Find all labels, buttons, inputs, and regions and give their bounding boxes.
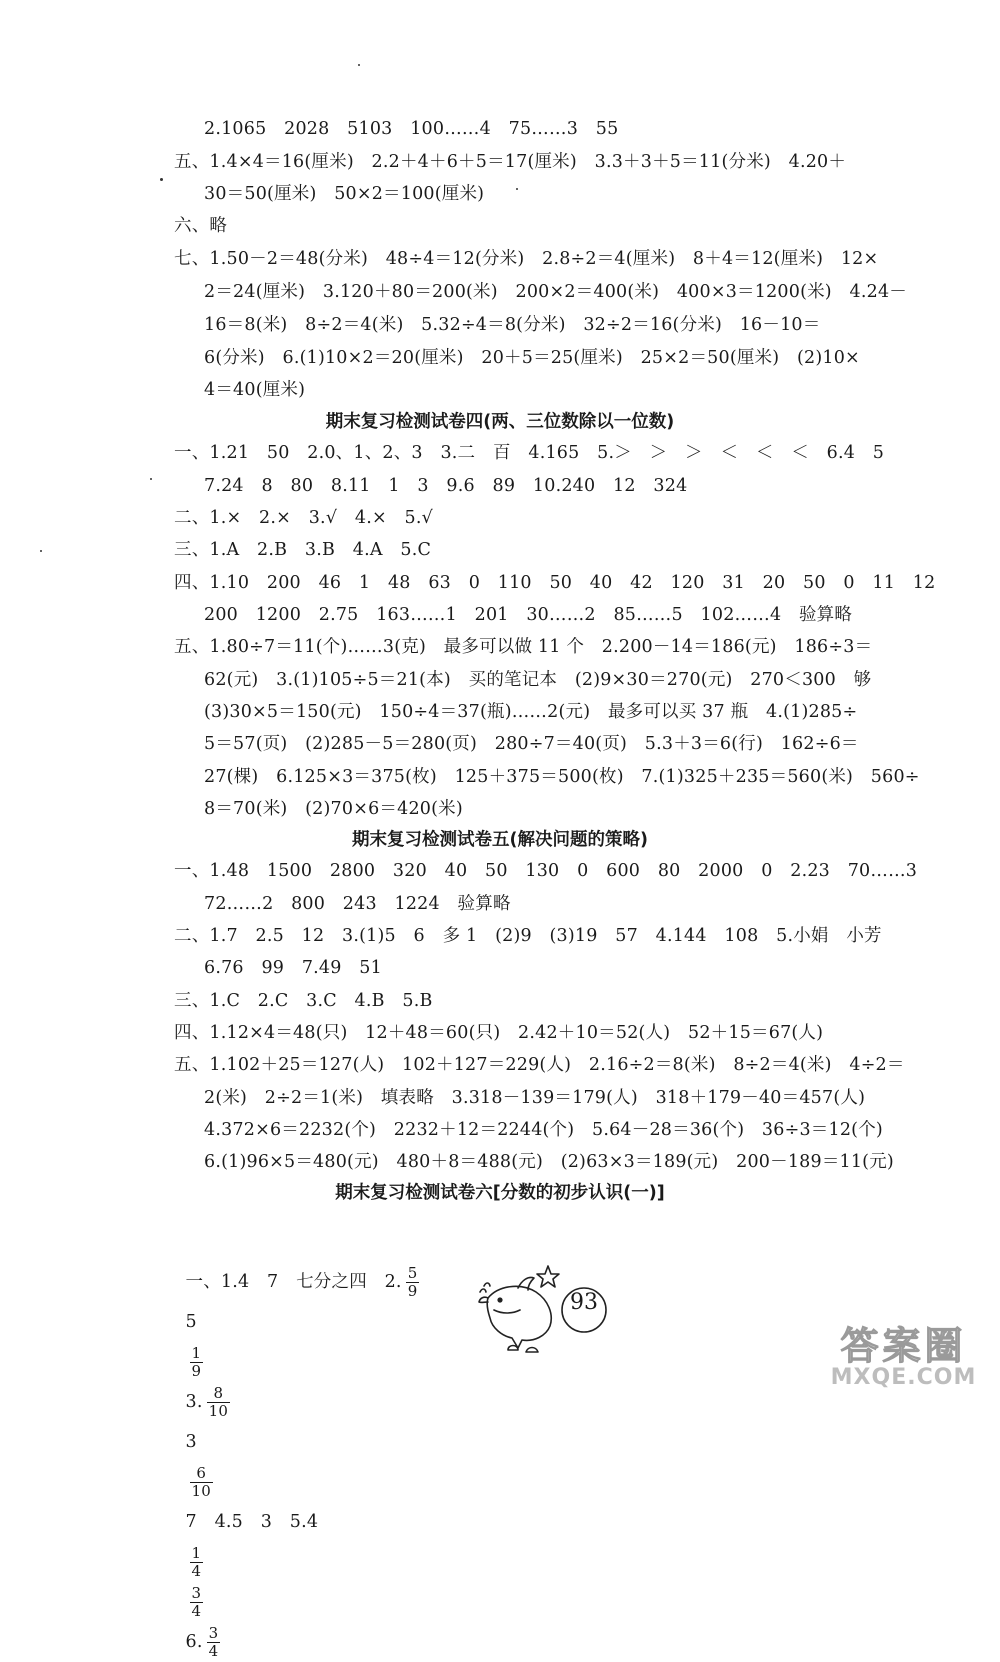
watermark-logo: [811, 1315, 996, 1397]
answer-line: 4.372×6＝2232(个) 2232＋12＝2244(个) 5.64－28＝36(个) 36÷3＝12(个): [204, 1120, 883, 1140]
answer-line: 一、1.48 1500 2800 320 40 50 130 0 600 80 2000 0 2.23 70……3: [174, 861, 918, 881]
answer-line: 16＝8(米) 8÷2＝4(米) 5.32÷4＝8(分米) 32÷2＝16(分米) 16－10＝: [204, 315, 821, 335]
answer-line: 二、1.× 2.× 3.√ 4.× 5.√: [174, 508, 433, 528]
answer-line: [174, 1222, 423, 1662]
answer-line: 8＝70(米) (2)70×6＝420(米): [204, 799, 463, 819]
page-number: 93: [570, 1290, 598, 1315]
numerator: 1: [191, 1544, 202, 1562]
text-run: 6.: [185, 1632, 203, 1652]
scan-speck: [160, 178, 163, 181]
answer-line: 200 1200 2.75 163……1 201 30……2 85……5 102……4 验算略: [204, 605, 853, 625]
answer-line: 62(元) 3.(1)105÷5＝21(本) 买的笔记本 (2)9×30＝270(元) 270＜300 够: [204, 670, 872, 690]
answer-line: 四、1.10 200 46 1 48 63 0 110 50 40 42 120 31 20 50 0 11 12: [174, 573, 936, 593]
answer-line: 七、1.50－2＝48(分米) 48÷4＝12(分米) 2.8÷2＝4(厘米) 8＋4＝12(厘米) 12×: [174, 249, 879, 269]
answer-line: 6.(1)96×5＝480(元) 480＋8＝488(元) (2)63×3＝189(元) 200－189＝11(元): [204, 1152, 894, 1172]
answer-line: 四、1.12×4＝48(只) 12＋48＝60(只) 2.42＋10＝52(人) 52＋15＝67(人): [174, 1023, 824, 1043]
answer-line: 4＝40(厘米): [204, 380, 306, 400]
denominator: 10: [191, 1482, 212, 1500]
answer-line: 6.76 99 7.49 51: [204, 958, 382, 978]
answer-line: 二、1.7 2.5 12 3.(1)5 6 多 1 (2)9 (3)19 57 4.144 108 5.小娟 小芳: [174, 926, 882, 946]
scan-speck: [358, 64, 360, 66]
numerator: 6: [196, 1464, 207, 1482]
answer-line: 三、1.A 2.B 3.B 4.A 5.C: [174, 540, 432, 560]
text-run: 一、1.4 7 七分之四 2.: [185, 1272, 402, 1292]
fraction: [190, 1585, 204, 1620]
answer-line: 五、1.4×4＝16(厘米) 2.2＋4＋6＋5＝17(厘米) 3.3＋3＋5＝11(分米) 4.20＋: [174, 152, 847, 172]
denominator: 4: [191, 1562, 202, 1580]
scan-speck: [150, 478, 152, 480]
numerator: 8: [213, 1384, 224, 1402]
fraction: [190, 1465, 214, 1500]
denominator: 9: [191, 1362, 202, 1380]
denominator: 10: [208, 1402, 229, 1420]
answer-line: (3)30×5＝150(元) 150÷4＝37(瓶)……2(元) 最多可以买 37 瓶 4.(1)285÷: [204, 702, 858, 722]
text-run: 3.: [185, 1392, 203, 1412]
denominator: 9: [407, 1282, 418, 1300]
text-run: 5: [185, 1312, 197, 1332]
answer-line: 三、1.C 2.C 3.C 4.B 5.B: [174, 991, 433, 1011]
section-heading: 期末复习检测试卷五(解决问题的策略): [352, 830, 648, 850]
answer-line: 五、1.80÷7＝11(个)……3(克) 最多可以做 11 个 2.200－14＝186(元) 186÷3＝: [174, 637, 873, 657]
fraction: [406, 1265, 420, 1300]
answer-line: 2.1065 2028 5103 100……4 75……3 55: [204, 119, 619, 139]
watermark-url: MXQE.COM: [830, 1365, 977, 1390]
text-run: 7 4.5 3 5.4: [185, 1512, 319, 1532]
numerator: 1: [191, 1344, 202, 1362]
answer-line: 六、略: [174, 216, 228, 236]
numerator: 5: [407, 1264, 418, 1282]
fraction: [190, 1345, 204, 1380]
fraction: [207, 1625, 221, 1660]
scan-speck: [40, 550, 42, 552]
answer-line: 30＝50(厘米) 50×2＝100(厘米): [204, 184, 485, 204]
answer-line: 72……2 800 243 1224 验算略: [204, 894, 511, 914]
watermark-title: 答案圈: [840, 1324, 967, 1368]
answer-line: 27(棵) 6.125×3＝375(枚) 125＋375＝500(枚) 7.(1)325＋235＝560(米) 560÷: [204, 767, 920, 787]
fraction: [190, 1545, 204, 1580]
section-heading: 期末复习检测试卷四(两、三位数除以一位数): [325, 412, 675, 432]
section-heading: 期末复习检测试卷六[分数的初步认识(一)]: [335, 1183, 665, 1203]
scan-speck: [516, 188, 518, 190]
answer-line: 2＝24(厘米) 3.120＋80＝200(米) 200×2＝400(米) 400×3＝1200(米) 4.24－: [204, 282, 907, 302]
text-run: 3: [185, 1432, 197, 1452]
numerator: 3: [208, 1624, 219, 1642]
answer-line: 6(分米) 6.(1)10×2＝20(厘米) 20＋5＝25(厘米) 25×2＝50(厘米) (2)10×: [204, 348, 860, 368]
denominator: 4: [208, 1642, 219, 1660]
fraction: [207, 1385, 231, 1420]
denominator: 4: [191, 1602, 202, 1620]
answer-line: 一、1.21 50 2.0、1、2、3 3.二 百 4.165 5.＞ ＞ ＞ ＜ ＜ ＜ 6.4 5: [174, 443, 885, 463]
answer-line: 5＝57(页) (2)285－5＝280(页) 280÷7＝40(页) 5.3＋3＝6(行) 162÷6＝: [204, 734, 859, 754]
numerator: 3: [191, 1584, 202, 1602]
answer-line: 五、1.102＋25＝127(人) 102＋127＝229(人) 2.16÷2＝8(米) 8÷2＝4(米) 4÷2＝: [174, 1055, 905, 1075]
answer-line: 2(米) 2÷2＝1(米) 填表略 3.318－139＝179(人) 318＋179－40＝457(人): [204, 1088, 866, 1108]
answer-line: 7.24 8 80 8.11 1 3 9.6 89 10.240 12 324: [204, 476, 688, 496]
